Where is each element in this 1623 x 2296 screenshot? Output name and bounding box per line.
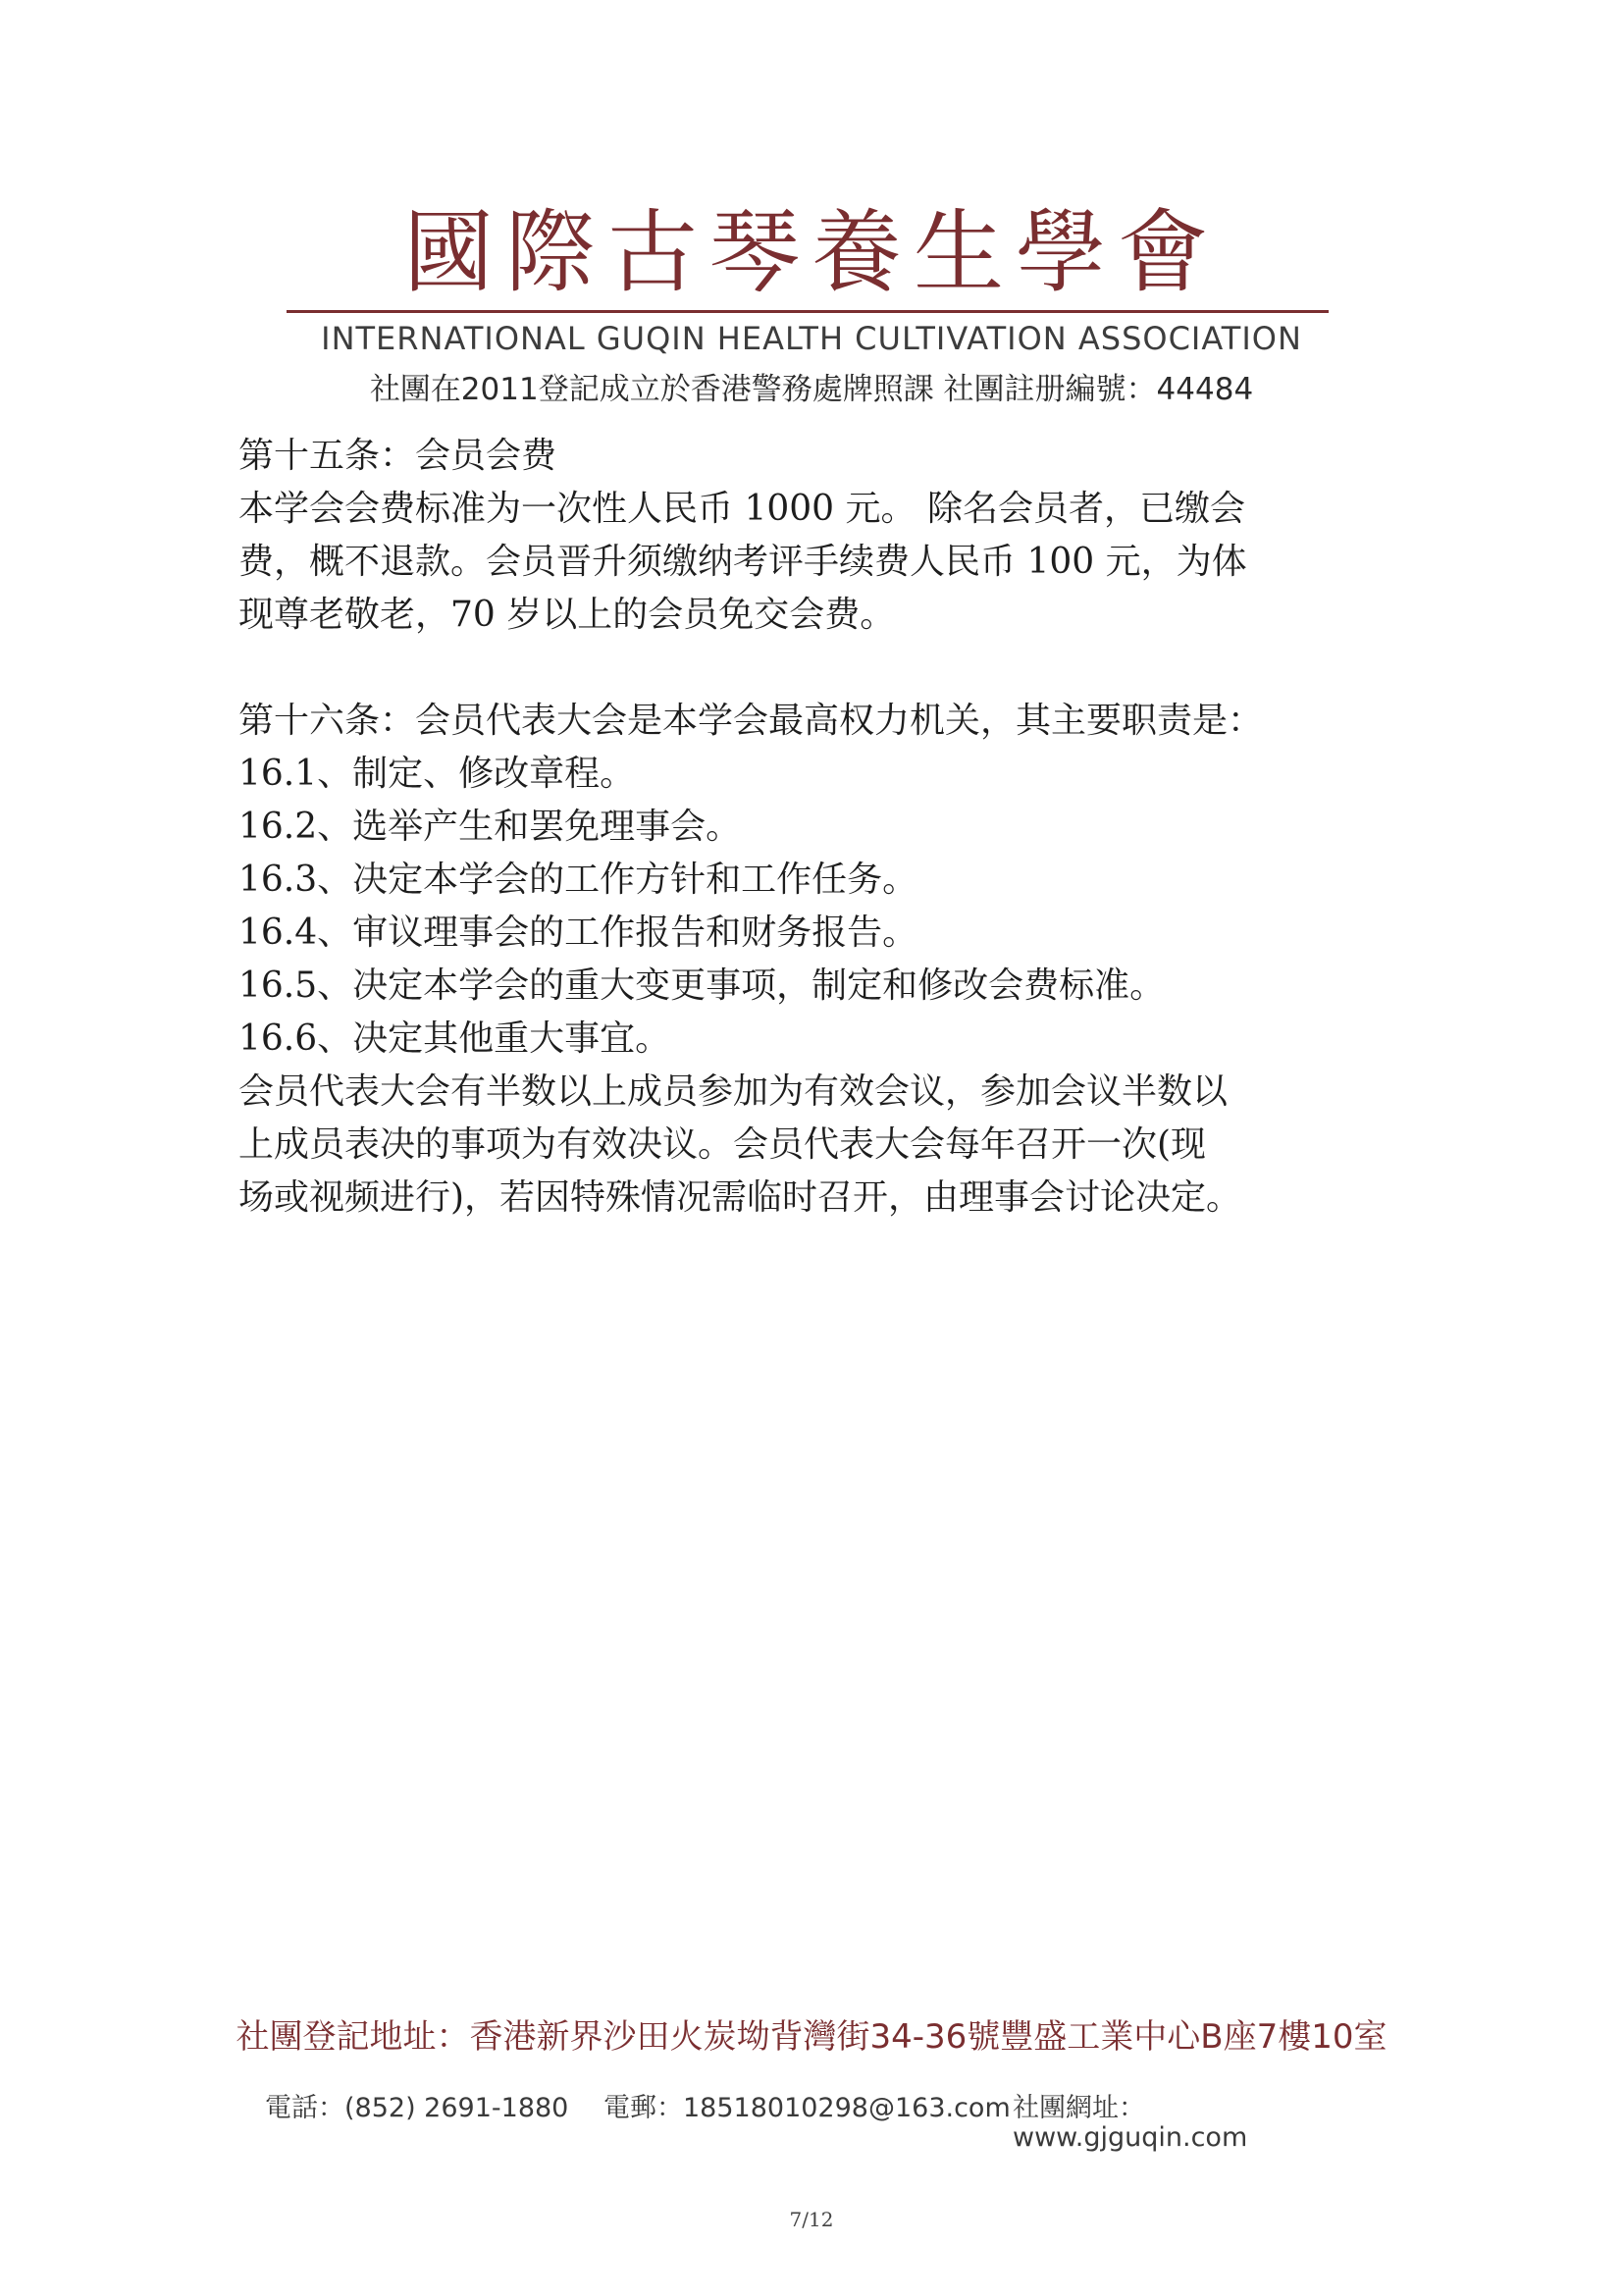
footer-phone: 電話：(852) 2691-1880: [265, 2093, 569, 2123]
article-16-closing-line: 场或视频进行)，若因特殊情况需临时召开，由理事会讨论决定。: [238, 1177, 1242, 1218]
article-15-line: 现尊老敬老，70 岁以上的会员免交会费。: [238, 595, 896, 635]
article-16-item: 16.5、决定本学会的重大变更事项，制定和修改会费标准。: [238, 965, 1166, 1006]
article-16-item: 16.6、决定其他重大事宜。: [238, 1018, 671, 1059]
article-16-item: 16.1、制定、修改章程。: [238, 754, 636, 794]
organization-name-chinese: 國際古琴養生學會: [402, 200, 1220, 305]
footer-website: 社團網址：www.gjguqin.com: [1013, 2093, 1248, 2153]
header-divider: [287, 310, 1329, 313]
registration-info: 社團在2011登記成立於香港警務處牌照課 社團註册編號：44484: [369, 372, 1254, 407]
document-body: [238, 430, 1396, 1225]
paragraph-spacer: [238, 642, 1396, 695]
article-16-closing-line: 上成员表决的事项为有效决议。会员代表大会每年召开一次(现: [238, 1124, 1207, 1165]
article-16-heading: 第十六条：会员代表大会是本学会最高权力机关，其主要职责是：: [238, 701, 1264, 741]
page-number: 7/12: [789, 2208, 834, 2231]
article-15-heading: 第十五条：会员会费: [238, 436, 557, 476]
article-16-item: 16.2、选举产生和罢免理事会。: [238, 807, 742, 847]
article-16-item: 16.4、审议理事会的工作报告和财务报告。: [238, 913, 918, 953]
article-16-item: 16.3、决定本学会的工作方针和工作任务。: [238, 860, 918, 900]
article-15-line: 费，概不退款。会员晋升须缴纳考评手续费人民币 100 元，为体: [238, 542, 1247, 582]
organization-name-english: INTERNATIONAL GUQIN HEALTH CULTIVATION ASSOCIATION: [321, 320, 1302, 357]
article-15-line: 本学会会费标准为一次性人民币 1000 元。 除名会员者，已缴会: [238, 489, 1245, 529]
footer-address: 社團登記地址：香港新界沙田火炭坳背灣街34-36號豐盛工業中心B座7樓10室: [236, 2017, 1387, 2057]
article-16-closing-line: 会员代表大会有半数以上成员参加为有效会议，参加会议半数以: [238, 1071, 1229, 1112]
footer-email: 電郵：18518010298@163.com: [603, 2093, 1011, 2123]
